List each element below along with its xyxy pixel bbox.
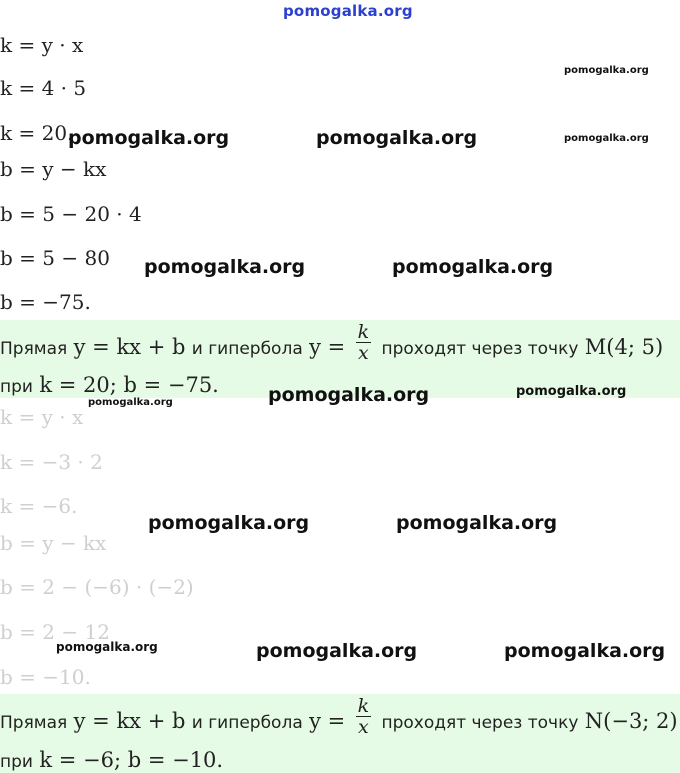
watermark: pomogalka.org <box>316 127 478 149</box>
conclusion-text: Прямая <box>0 339 68 359</box>
equation-line: k = −3 · 2 <box>0 450 103 474</box>
equation-line: k = y · x <box>0 405 84 429</box>
watermark: pomogalka.org <box>504 640 666 662</box>
fraction-numerator: k <box>357 321 370 343</box>
equation-line: b = 2 − (−6) · (−2) <box>0 575 194 599</box>
watermark: pomogalka.org <box>256 640 418 662</box>
fraction <box>356 322 372 363</box>
equation-line: b = 5 − 80 <box>0 246 110 270</box>
conclusion-text: и гипербола <box>191 713 303 733</box>
line-equation: y = kx + b <box>73 335 186 359</box>
equation-line: b = −75. <box>0 290 91 314</box>
fraction-denominator: x <box>358 716 369 738</box>
watermark: pomogalka.org <box>148 512 310 534</box>
equation-line: k = y · x <box>0 33 84 57</box>
conclusion-text: при <box>0 752 33 772</box>
parameters: k = −6; b = −10. <box>39 748 224 772</box>
equation-line: b = 5 − 20 · 4 <box>0 202 142 226</box>
fraction-denominator: x <box>358 342 369 364</box>
watermark: pomogalka.org <box>68 127 230 149</box>
equation-line: k = −6. <box>0 494 78 518</box>
watermark: pomogalka.org <box>564 65 649 76</box>
watermark: pomogalka.org <box>56 640 158 654</box>
equation-line: b = y − kx <box>0 157 107 181</box>
watermark: pomogalka.org <box>516 384 627 399</box>
watermark: pomogalka.org <box>88 397 173 408</box>
equation-line: b = −10. <box>0 665 91 689</box>
watermark: pomogalka.org <box>564 133 649 144</box>
conclusion-text: и гипербола <box>191 339 303 359</box>
equation-line: k = 20. <box>0 121 74 145</box>
conclusion-text: проходят через точку <box>381 713 579 733</box>
conclusion-text: проходят через точку <box>381 339 579 359</box>
hyperbola-lhs: y = <box>309 709 346 733</box>
watermark: pomogalka.org <box>392 256 554 278</box>
parameters: k = 20; b = −75. <box>39 373 219 397</box>
fraction-numerator: k <box>357 695 370 717</box>
conclusion-text: при <box>0 377 33 397</box>
line-equation: y = kx + b <box>73 709 186 733</box>
hyperbola-lhs: y = <box>309 335 346 359</box>
watermark: pomogalka.org <box>396 512 558 534</box>
point-label: M(4; 5) <box>584 335 664 359</box>
watermark: pomogalka.org <box>268 384 430 406</box>
equation-line: k = 4 · 5 <box>0 76 87 100</box>
watermark: pomogalka.org <box>144 256 306 278</box>
conclusion-box <box>0 694 680 773</box>
equation-line: b = 2 − 12 <box>0 620 110 644</box>
point-label: N(−3; 2) <box>584 709 678 733</box>
fraction <box>356 696 372 737</box>
equation-line: b = y − kx <box>0 531 107 555</box>
conclusion-text: Прямая <box>0 713 68 733</box>
site-logo: pomogalka.org <box>283 2 413 20</box>
